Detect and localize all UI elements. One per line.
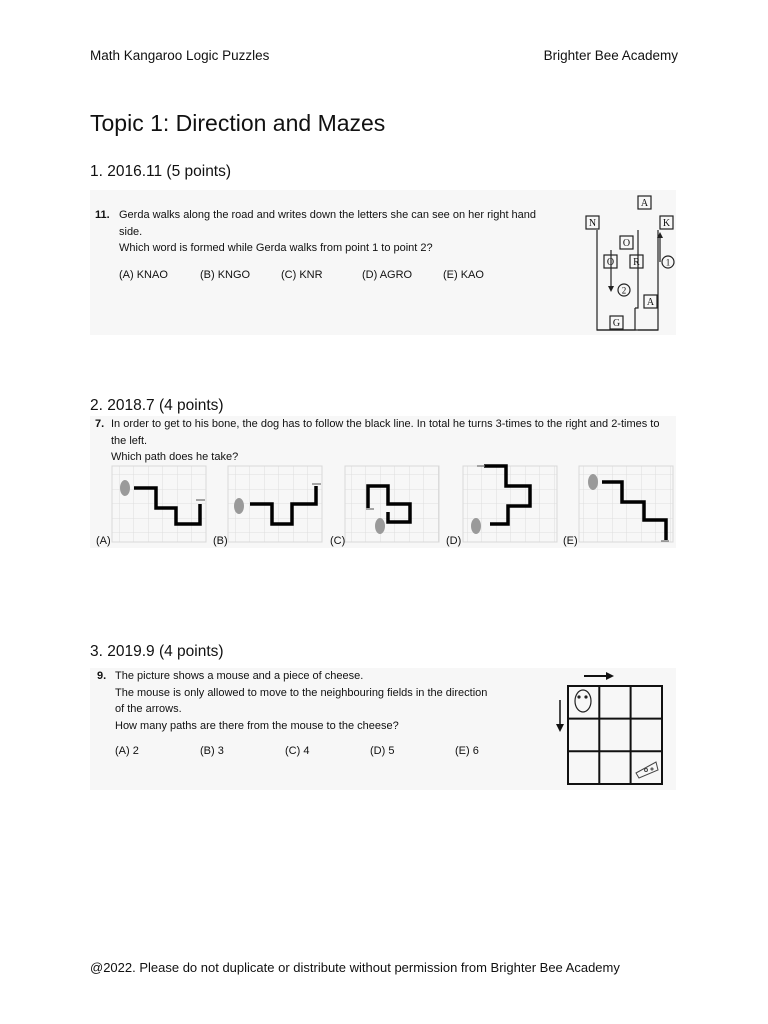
- option-d-label: (D): [446, 535, 462, 547]
- q3-line2: The mouse is only allowed to move to the neighbouring fields in the direction: [115, 686, 488, 699]
- q3-answer-e[interactable]: (E) 6: [455, 745, 479, 757]
- mouse-icon: [575, 690, 591, 712]
- arrow-down-icon: [556, 724, 564, 732]
- cheese-icon: [636, 762, 658, 778]
- option-c-grid[interactable]: [345, 466, 439, 542]
- q3-answer-c[interactable]: (C) 4: [285, 745, 310, 757]
- arrow-down-icon: [608, 286, 614, 292]
- q1-answers: [119, 267, 536, 284]
- label-a-lower: A: [646, 297, 655, 308]
- q1-answer-c[interactable]: (C) KNR: [281, 268, 323, 281]
- q2-line2: the left.: [111, 434, 148, 447]
- q3-answer-d[interactable]: (D) 5: [370, 745, 395, 757]
- option-c-label: (C): [330, 535, 346, 547]
- q3-number: 9.: [97, 670, 107, 682]
- q3-line1: The picture shows a mouse and a piece of cheese.: [115, 670, 364, 682]
- label-g: G: [612, 318, 621, 329]
- q2-heading: 2. 2018.7 (4 points): [90, 397, 224, 414]
- arrow-right-icon: [606, 672, 614, 680]
- header-right: Brighter Bee Academy: [543, 48, 678, 63]
- q1-answer-e[interactable]: (E) KAO: [443, 268, 484, 281]
- q3-answer-b[interactable]: (B) 3: [200, 745, 224, 757]
- label-point-2: 2: [621, 285, 627, 296]
- q2-path-options: [90, 460, 680, 550]
- label-o-upper: O: [622, 238, 631, 249]
- q3-mouse-grid: [552, 670, 667, 788]
- q1-heading: 1. 2016.11 (5 points): [90, 163, 232, 180]
- q2-line3: Which path does he take?: [111, 451, 239, 463]
- page-title: Topic 1: Direction and Mazes: [90, 110, 386, 136]
- q2-line1: In order to get to his bone, the dog has to follow the black line. In total he turns 3-times to the right and 2-times to: [111, 418, 660, 430]
- q1-answer-a[interactable]: (A) KNAO: [119, 268, 168, 281]
- label-n: N: [588, 218, 597, 229]
- option-a-grid[interactable]: [112, 466, 206, 542]
- q3-line3: of the arrows.: [115, 703, 182, 715]
- q1-answer-d[interactable]: (D) AGRO: [362, 268, 413, 281]
- label-point-1: 1: [665, 257, 671, 268]
- q3-heading: 3. 2019.9 (4 points): [90, 643, 224, 660]
- q1-line2: side.: [119, 225, 143, 238]
- q3-line4: How many paths are there from the mouse to the cheese?: [115, 719, 399, 732]
- q1-line1: Gerda walks along the road and writes down the letters she can see on her right hand: [119, 209, 537, 221]
- q1-road-map: [580, 190, 680, 335]
- option-e-label: (E): [563, 535, 578, 547]
- footer-notice: @2022. Please do not duplicate or distribute without permission from Brighter Bee Academy: [90, 960, 620, 975]
- q2-number: 7.: [95, 418, 105, 430]
- label-o-left: O: [606, 257, 615, 268]
- label-k: K: [662, 218, 671, 229]
- option-b-label: (B): [213, 535, 228, 547]
- label-r: R: [633, 257, 640, 268]
- road-right-edge-lower: [635, 230, 638, 308]
- q3-text: [97, 668, 547, 760]
- label-a-top: A: [640, 198, 649, 209]
- q1-text: [95, 207, 565, 283]
- q1-number: 11.: [95, 209, 110, 221]
- header-left: Math Kangaroo Logic Puzzles: [90, 48, 270, 63]
- q1-line3: Which word is formed while Gerda walks from point 1 to point 2?: [119, 242, 433, 254]
- q3-answer-a[interactable]: (A) 2: [115, 745, 139, 757]
- q3-answers: [115, 743, 487, 760]
- road-right-edge: [638, 230, 658, 330]
- option-a-label: (A): [96, 535, 111, 547]
- q1-answer-b[interactable]: (B) KNGO: [200, 268, 251, 281]
- q2-text: [95, 416, 675, 466]
